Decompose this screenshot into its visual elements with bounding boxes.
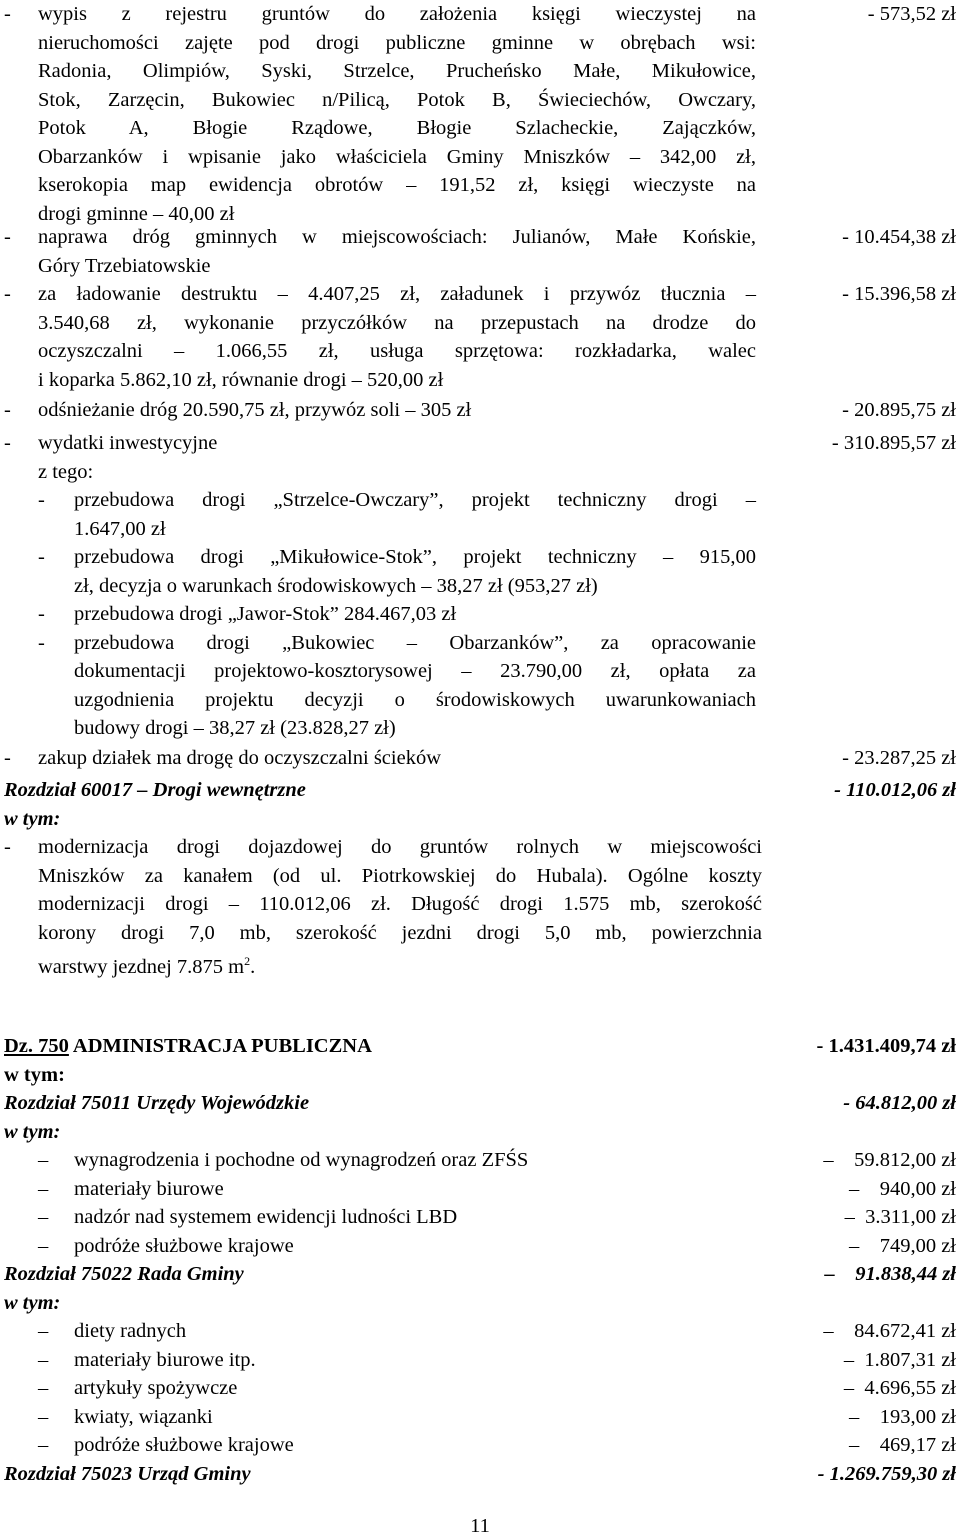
item-text-line: 3.540,68 zł, wykonanie przyczółków na przepustach na drodze do [38, 311, 756, 334]
list-dash: – [38, 1405, 49, 1428]
list-item [0, 744, 960, 773]
table-row [0, 1431, 960, 1460]
item-text-line: Radonia, Olimpiów, Syski, Strzelce, Prucheńsko Małe, Mikułowice, [38, 60, 756, 82]
w-tym-label: w tym: [4, 1291, 61, 1314]
item-text-line: za ładowanie destruktu – 4.407,25 zł, załadunek i przywóz tłucznia – [38, 283, 756, 305]
sub-list-item [0, 629, 960, 658]
item-text-line: kserokopia map ewidencja obrotów – 191,52 zł, księgi wieczyste na [38, 174, 756, 196]
section-title: Rozdział 75022 Rada Gminy [4, 1263, 244, 1285]
item-text-line: modernizacja drogi dojazdowej do gruntów rolnych w miejscowości [38, 836, 762, 858]
item-label: materiały biurowe [74, 1177, 224, 1200]
table-row [0, 1317, 960, 1346]
item-text-line: i koparka 5.862,10 zł, równanie drogi – 520,00 zł [38, 368, 444, 391]
item-text-line: odśnieżanie dróg 20.590,75 zł, przywóz soli – 305 zł [38, 399, 472, 421]
item-amount: - 20.895,75 zł [842, 399, 956, 421]
sub-list-item [0, 486, 960, 515]
item-text-line: zakup działek ma drogę do oczyszczalni ścieków [38, 747, 441, 769]
item-text-line: drogi gminne – 40,00 zł [38, 202, 235, 225]
item-text-line: Stok, Zarzęcin, Bukowiec n/Pilicą, Potok B, Świeciechów, Owczary, [38, 88, 756, 111]
list-item [0, 223, 960, 252]
list-dash: - [4, 226, 11, 248]
list-dash: - [4, 3, 11, 25]
item-label: wynagrodzenia i pochodne od wynagrodzeń oraz ZFŚS [74, 1149, 529, 1171]
item-text-line: wypis z rejestru gruntów do założenia księgi wieczystej na [38, 3, 756, 25]
item-amount: – 4.696,55 zł [843, 1377, 956, 1399]
item-text-line: nieruchomości zajęte pod drogi publiczne gminne w obrębach wsi: [38, 31, 756, 54]
item-label: podróże służbowe krajowe [74, 1234, 294, 1257]
list-dash: - [38, 631, 45, 654]
table-row [0, 1374, 960, 1403]
item-text-line: oczyszczalni – 1.066,55 zł, usługa sprzętowa: rozkładarka, walec [38, 340, 756, 362]
w-tym-label: w tym: [4, 807, 61, 830]
list-dash: - [38, 546, 45, 568]
item-text-line: Potok A, Błogie Rządowe, Błogie Szlacheckie, Zajączków, [38, 117, 756, 139]
list-dash: – [38, 1348, 49, 1371]
table-row [0, 1203, 960, 1232]
section-title: Rozdział 75023 Urząd Gminy [4, 1462, 251, 1485]
item-text-line: warstwy jezdnej 7.875 $m^2$. [38, 954, 256, 978]
item-amount: – 59.812,00 zł [823, 1149, 956, 1171]
item-text-line: korony drogi 7,0 mb, szerokość jezdni drogi 5,0 mb, powierzchnia [38, 921, 762, 944]
w-tym-label: w tym: [4, 1120, 61, 1143]
list-dash: - [4, 432, 11, 454]
item-label: artykuły spożywcze [74, 1377, 238, 1399]
item-amount: – 84.672,41 zł [823, 1320, 956, 1342]
item-amount: - 15.396,58 zł [842, 283, 956, 305]
list-item [0, 396, 960, 425]
item-amount: – 193,00 zł [848, 1405, 956, 1428]
item-text-line: dokumentacji projektowo-kosztorysowej – 23.790,00 zł, opłata za [74, 660, 756, 682]
list-dash: – [38, 1149, 49, 1171]
page-number: 11 [470, 1515, 490, 1537]
z-tego-label: z tego: [38, 460, 94, 483]
list-dash: - [4, 836, 11, 858]
list-dash: – [38, 1177, 49, 1200]
item-text-line: budowy drogi – 38,27 zł (23.828,27 zł) [74, 717, 396, 739]
item-text-line: Mniszków za kanałem (od ul. Piotrkowskiej do Hubala). Ogólne koszty [38, 864, 762, 887]
item-text-line: uzgodnienia projektu decyzji o środowiskowych uwarunkowaniach [74, 688, 756, 711]
item-text-line: przebudowa drogi „Mikułowice-Stok”, projekt techniczny – 915,00 [74, 546, 756, 568]
list-dash: - [38, 603, 45, 625]
table-row [0, 1146, 960, 1175]
list-item [0, 280, 960, 309]
table-row [0, 1346, 960, 1375]
item-amount: – 1.807,31 zł [843, 1348, 956, 1371]
item-amount: - 573,52 zł [867, 3, 956, 25]
item-amount: - 23.287,25 zł [842, 747, 956, 769]
list-dash: – [38, 1206, 49, 1228]
table-row [0, 1232, 960, 1261]
section-amount: – 91.838,44 zł [824, 1263, 956, 1285]
list-dash: – [38, 1234, 49, 1257]
list-dash: - [4, 283, 11, 305]
table-row [0, 1403, 960, 1432]
section-header [0, 1260, 960, 1289]
item-text-line: Obarzanków i wpisanie jako właściciela Gminy Mniszków – 342,00 zł, [38, 145, 756, 168]
section-amount: - 64.812,00 zł [843, 1092, 956, 1114]
section-amount: - 1.269.759,30 zł [817, 1462, 956, 1485]
item-text-line: przebudowa drogi „Strzelce-Owczary”, projekt techniczny drogi – [74, 489, 756, 511]
list-item [0, 429, 960, 458]
item-amount: – 940,00 zł [848, 1177, 956, 1200]
section-amount: - 110.012,06 zł [834, 779, 956, 801]
item-text-line: przebudowa drogi „Bukowiec – Obarzanków”, za opracowanie [74, 631, 756, 654]
dzial-amount: - 1.431.409,74 zł [816, 1035, 956, 1057]
item-label: diety radnych [74, 1320, 187, 1342]
item-label: nadzór nad systemem ewidencji ludności LBD [74, 1206, 458, 1228]
item-label: podróże służbowe krajowe [74, 1434, 294, 1456]
item-amount: - 310.895,57 zł [831, 432, 956, 454]
dzial-header [0, 1032, 960, 1061]
list-dash: - [38, 489, 45, 511]
item-text-line: przebudowa drogi „Jawor-Stok” 284.467,03 zł [74, 603, 457, 625]
w-tym-label: w tym: [4, 1063, 65, 1086]
list-item [0, 0, 960, 29]
list-dash: – [38, 1377, 49, 1399]
section-header [0, 1460, 960, 1489]
sub-list-item [0, 600, 960, 629]
dzial-title: Dz. 750 ADMINISTRACJA PUBLICZNA [4, 1035, 372, 1057]
item-amount: - 10.454,38 zł [842, 226, 956, 248]
list-dash: – [38, 1320, 49, 1342]
item-text-line: naprawa dróg gminnych w miejscowościach: Julianów, Małe Końskie, [38, 226, 756, 248]
item-text-line: modernizacji drogi – 110.012,06 zł. Długość drogi 1.575 mb, szerokość [38, 893, 762, 915]
list-dash: - [4, 399, 11, 421]
item-text-line: zł, decyzja o warunkach środowiskowych – 38,27 zł (953,27 zł) [74, 574, 598, 597]
item-text-line: wydatki inwestycyjne [38, 432, 218, 454]
section-header [0, 1089, 960, 1118]
section-title: Rozdział 60017 – Drogi wewnętrzne [4, 779, 306, 801]
item-text-line: 1.647,00 zł [74, 517, 166, 540]
list-dash: – [38, 1434, 49, 1456]
section-header [0, 776, 960, 805]
item-text-line: Góry Trzebiatowskie [38, 254, 211, 277]
list-item [0, 833, 960, 862]
list-dash: - [4, 747, 11, 769]
table-row [0, 1175, 960, 1204]
item-amount: – 3.311,00 zł [844, 1206, 956, 1228]
item-amount: – 469,17 zł [848, 1434, 956, 1456]
sub-list-item [0, 543, 960, 572]
item-amount: – 749,00 zł [848, 1234, 956, 1257]
item-label: kwiaty, wiązanki [74, 1405, 213, 1428]
section-title: Rozdział 75011 Urzędy Wojewódzkie [4, 1092, 310, 1114]
item-label: materiały biurowe itp. [74, 1348, 256, 1371]
